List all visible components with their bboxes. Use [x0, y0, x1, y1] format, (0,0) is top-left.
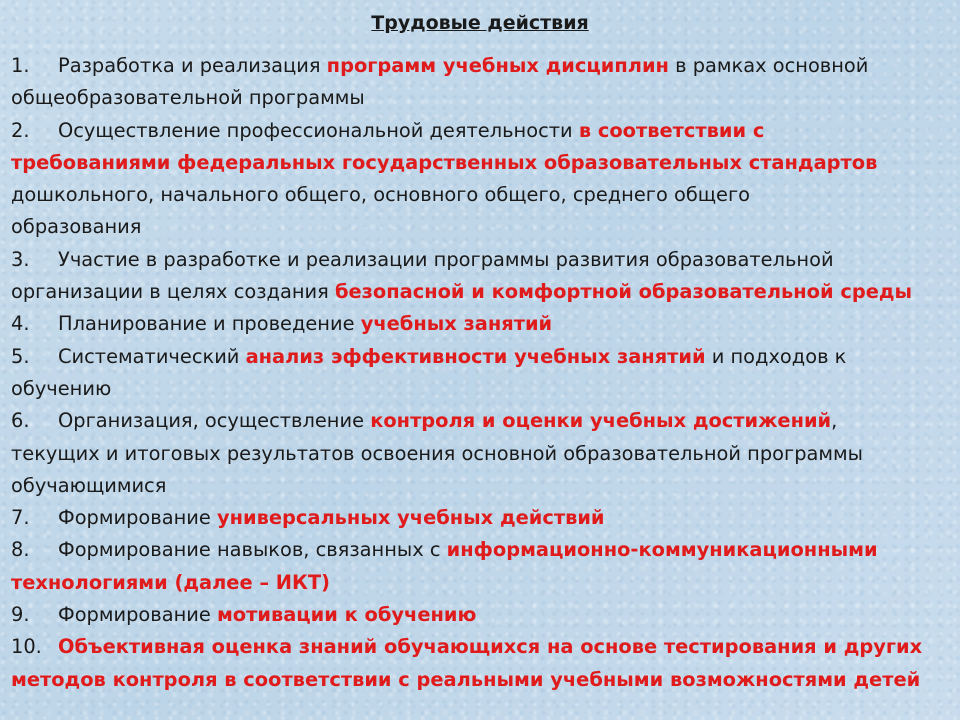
list-item-line [11, 115, 956, 147]
list-item-line [11, 470, 956, 502]
list-item-text: Организация, осуществление [58, 409, 371, 433]
highlighted-text: мотивации к обучению [216, 603, 477, 627]
highlighted-text: программ учебных дисциплин [326, 54, 669, 77]
list-item-text: текущих и итоговых результатов освоения основной образовательной программы [11, 441, 863, 465]
list-item [11, 502, 956, 534]
list-item [11, 50, 956, 115]
list-item [11, 599, 956, 631]
list-item [11, 115, 956, 244]
list-item-text: обучающимися [11, 473, 167, 497]
highlighted-text: информационно-коммуникационными [446, 538, 878, 562]
list-item-text: организации в целях создания [11, 280, 335, 304]
list-item-text: Планирование и проведение [58, 312, 361, 336]
list-item-text: обучению [11, 376, 112, 400]
list-item-text: Систематический [58, 344, 246, 368]
highlighted-text: в соответствии с [578, 118, 765, 142]
list-item-number: 9. [11, 603, 30, 627]
list-item-line [11, 341, 956, 373]
list-item-number: 7. [11, 506, 30, 530]
list-item-text: , [831, 409, 838, 433]
list-item-text: Формирование [58, 506, 217, 530]
list-item-line [11, 631, 956, 663]
labor-actions-list [11, 50, 956, 696]
list-item-line [11, 502, 956, 534]
list-item-line [11, 244, 956, 276]
list-item-text: и подходов к [705, 344, 847, 368]
list-item-number: 8. [11, 538, 30, 562]
list-item-line [11, 438, 956, 470]
list-item-line [11, 308, 956, 340]
highlighted-text: методов контроля в соответствии с реальными учебными возможностями детей [11, 667, 921, 691]
list-item-text: образования [11, 215, 142, 239]
list-item-text: Осуществление профессиональной деятельности [58, 118, 579, 142]
list-item-text: Участие в разработке и реализации программы развития образовательной [58, 247, 834, 271]
list-item-text: общеобразовательной программы [11, 86, 365, 110]
list-item-number: 6. [11, 409, 30, 433]
highlighted-text: безопасной и комфортной образовательной среды [334, 280, 913, 304]
list-item-line [11, 664, 956, 696]
list-item-line [11, 50, 956, 82]
highlighted-text: анализ эффективности учебных занятий [245, 344, 706, 368]
slide-title: Трудовые действия [371, 12, 589, 34]
highlighted-text: контроля и оценки учебных достижений [370, 409, 832, 433]
list-item-number: 4. [11, 312, 30, 336]
list-item-text: дошкольного, начального общего, основного общего, среднего общего [11, 183, 751, 207]
highlighted-text: учебных занятий [360, 312, 553, 336]
list-item-number: 1. [11, 54, 30, 77]
highlighted-text: технологиями (далее – ИКТ) [11, 570, 330, 594]
list-item-line [11, 599, 956, 631]
list-item-line [11, 567, 956, 599]
list-item-line [11, 147, 956, 179]
list-item [11, 308, 956, 340]
highlighted-text: Объективная оценка знаний обучающихся на основе тестирования и других [58, 635, 923, 659]
list-item-line [11, 211, 956, 243]
list-item-number: 10. [11, 635, 42, 659]
list-item-number: 3. [11, 247, 30, 271]
list-item [11, 405, 956, 502]
list-item-text: Формирование [58, 603, 217, 627]
list-item-number: 5. [11, 344, 30, 368]
list-item-line [11, 373, 956, 405]
list-item-text: в рамках основной [668, 54, 869, 77]
list-item-line [11, 276, 956, 308]
list-item [11, 534, 956, 599]
list-item-line [11, 179, 956, 211]
list-item-text: Формирование навыков, связанных с [58, 538, 447, 562]
list-item [11, 244, 956, 309]
list-item [11, 341, 956, 406]
highlighted-text: требованиями федеральных государственных образовательных стандартов [11, 150, 878, 174]
highlighted-text: универсальных учебных действий [216, 506, 605, 530]
list-item-line [11, 82, 956, 114]
list-item [11, 631, 956, 696]
list-item-text: Разработка и реализация [58, 54, 327, 77]
list-item-line [11, 534, 956, 566]
list-item-number: 2. [11, 118, 30, 142]
list-item-line [11, 405, 956, 437]
